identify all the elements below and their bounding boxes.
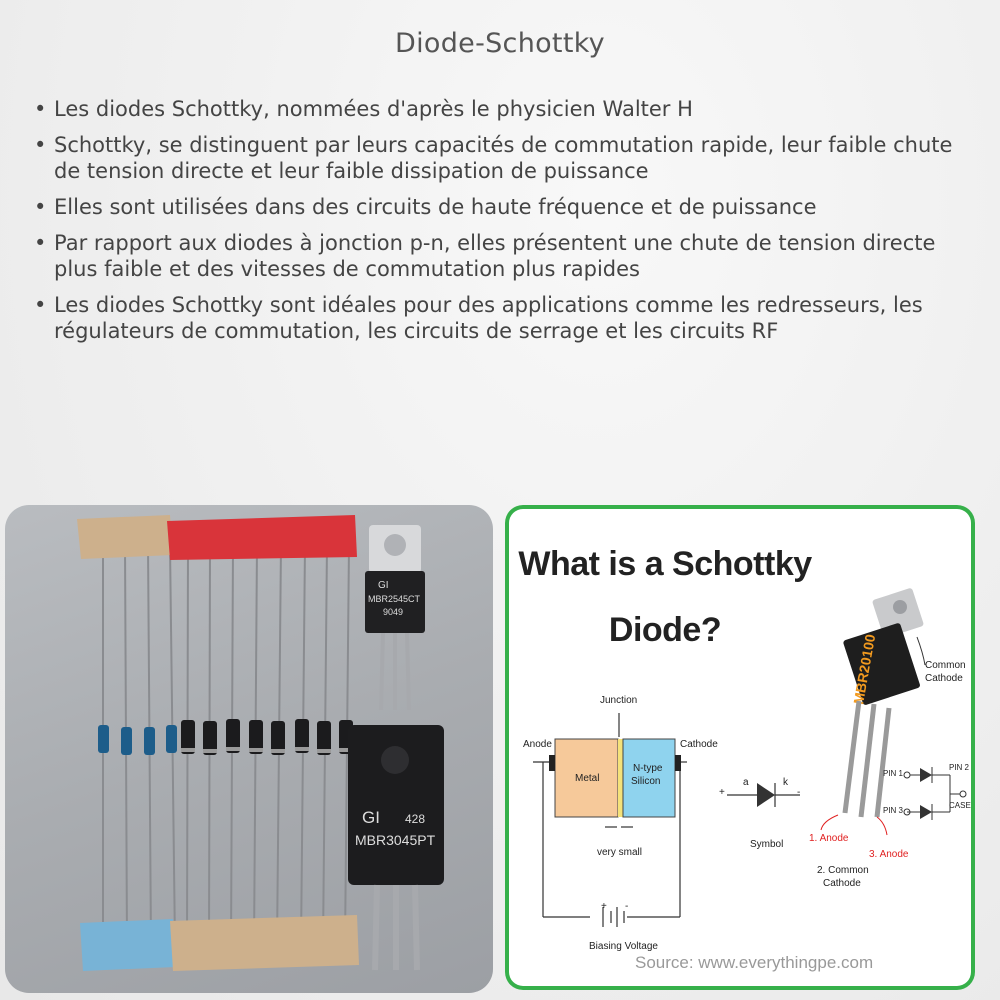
junction-label: Junction: [600, 695, 638, 706]
common-cathode-label-1: Common: [925, 660, 966, 671]
blue-tape: [80, 919, 175, 971]
schottky-infographic: [505, 505, 975, 990]
chip-small-part: MBR2545CT: [368, 594, 421, 604]
chip-small-code: 9049: [383, 607, 404, 617]
diodes-photo: [5, 505, 493, 993]
case-label: CASE: [949, 801, 971, 810]
bullet-dot: •: [34, 231, 47, 255]
symbol-plus: +: [719, 787, 725, 798]
red-tape: [167, 515, 357, 560]
beige-tape-bottom: [170, 915, 359, 971]
biasing-voltage-label: Biasing Voltage: [589, 941, 658, 952]
pin3-label: PIN 3: [883, 806, 904, 815]
cathode-label: Cathode: [680, 739, 718, 750]
infographic-title-line1: What is a Schottky: [518, 545, 812, 583]
silicon-label: Silicon: [631, 776, 661, 787]
list-item: • Les diodes Schottky, nommées d'après le physicien Walter H: [34, 97, 693, 121]
chip-small-brand: GI: [378, 580, 389, 591]
common-label-1: 2. Common: [817, 865, 869, 876]
schottky-diagram: [505, 505, 975, 990]
ntype-label: N-type: [633, 763, 663, 774]
bullet-list: [30, 96, 975, 354]
page-title: Diode-Schottky: [395, 28, 605, 59]
bullet-dot: •: [34, 97, 47, 121]
bullet-dot: •: [34, 133, 47, 157]
infographic-title-line2: Diode?: [608, 611, 722, 649]
diode-symbol: [757, 783, 775, 807]
source-credit: Source: www.everythingpe.com: [635, 953, 874, 972]
common-label-2: Cathode: [823, 878, 861, 889]
plus-sign: +: [601, 901, 607, 912]
symbol-a: a: [743, 777, 749, 788]
symbol-minus: -: [797, 787, 801, 798]
symbol-k: k: [783, 777, 788, 788]
list-item: • Par rapport aux diodes à jonction p-n, elles présentent une chute de tension directe plus faible et des vitesses de commutation plus rapides: [34, 231, 936, 281]
minus-sign: -: [625, 901, 629, 912]
beige-tape: [77, 515, 173, 559]
metal-label: Metal: [575, 773, 600, 784]
diodes-illustration: [5, 505, 493, 993]
bullet-dot: •: [34, 293, 47, 317]
anode1-label: 1. Anode: [809, 833, 849, 844]
bullet-dot: •: [34, 195, 47, 219]
chip-large-part: MBR3045PT: [355, 832, 436, 848]
symbol-label: Symbol: [750, 839, 784, 850]
list-item: • Les diodes Schottky sont idéales pour des applications comme les redresseurs, les régulateurs de commutation, les circuits de serrage et les circuits RF: [34, 293, 923, 343]
very-small-label: very small: [597, 847, 643, 858]
list-item: • Schottky, se distinguent par leurs capacités de commutation rapide, leur faible chute de tension directe et leur faible dissipation de puissance: [34, 133, 953, 183]
list-item: • Elles sont utilisées dans des circuits de haute fréquence et de puissance: [34, 195, 817, 219]
chip-large-brand: GI: [362, 808, 380, 827]
pin2-label: PIN 2: [949, 763, 970, 772]
pin1-label: PIN 1: [883, 769, 904, 778]
chip-part-label: MBR20100: [850, 632, 879, 706]
common-cathode-label-2: Cathode: [925, 673, 963, 684]
chip-large-code: 428: [405, 812, 426, 826]
junction-layer: [618, 739, 623, 817]
anode3-label: 3. Anode: [869, 849, 909, 860]
anode-label: Anode: [523, 739, 552, 750]
